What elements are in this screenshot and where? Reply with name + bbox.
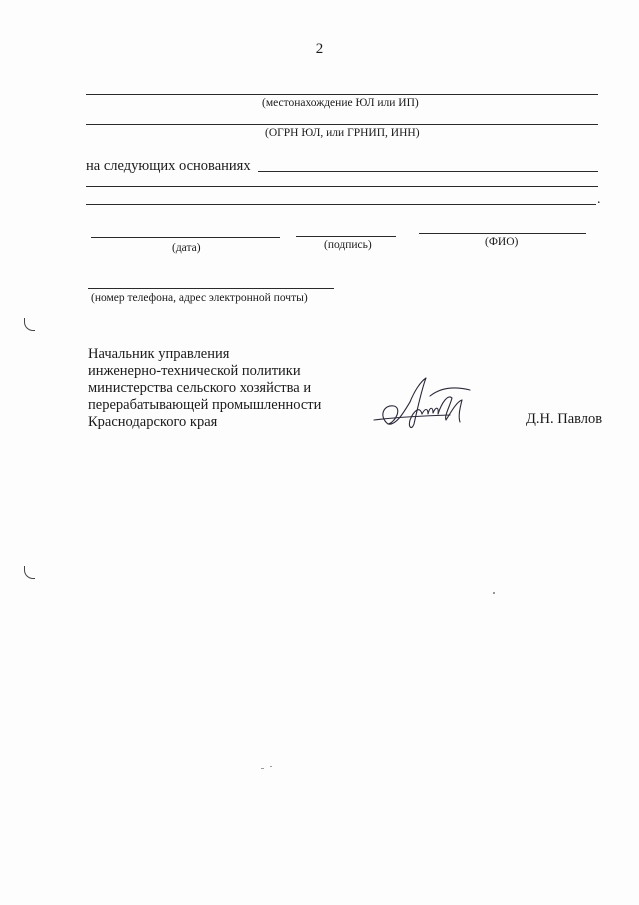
signature-line xyxy=(296,236,396,237)
grounds-end-mark: . xyxy=(597,192,601,207)
fio-line xyxy=(419,233,586,234)
grounds-label: на следующих основаниях xyxy=(86,158,251,174)
contact-line xyxy=(88,288,334,289)
margin-bracket-mark xyxy=(24,318,35,331)
fio-caption: (ФИО) xyxy=(485,236,519,248)
scan-speck xyxy=(261,768,264,769)
ogrn-caption: (ОГРН ЮЛ, или ГРНИП, ИНН) xyxy=(265,127,420,139)
scan-speck xyxy=(493,592,495,594)
page-number: 2 xyxy=(315,41,324,57)
signatory-title-line: инженерно-технической политики xyxy=(88,363,301,379)
grounds-line-1 xyxy=(258,171,598,172)
signatory-title-line: Краснодарского края xyxy=(88,414,218,430)
grounds-line-3 xyxy=(86,204,596,205)
date-caption: (дата) xyxy=(172,242,201,254)
signatory-title-line: министерства сельского хозяйства и xyxy=(88,380,312,396)
location-caption: (местонахождение ЮЛ или ИП) xyxy=(262,97,419,109)
location-line xyxy=(86,94,598,95)
handwritten-signature xyxy=(370,376,480,436)
signatory-name: Д.Н. Павлов xyxy=(526,411,603,427)
scan-speck xyxy=(270,766,272,767)
ogrn-line xyxy=(86,124,598,125)
grounds-line-2 xyxy=(86,186,598,187)
margin-bracket-mark xyxy=(24,566,35,579)
contact-caption: (номер телефона, адрес электронной почты) xyxy=(91,292,308,304)
date-line xyxy=(91,237,280,238)
signatory-title-line: перерабатывающей промышленности xyxy=(88,397,322,413)
signatory-title-line: Начальник управления xyxy=(88,346,230,362)
signature-caption: (подпись) xyxy=(324,239,372,251)
